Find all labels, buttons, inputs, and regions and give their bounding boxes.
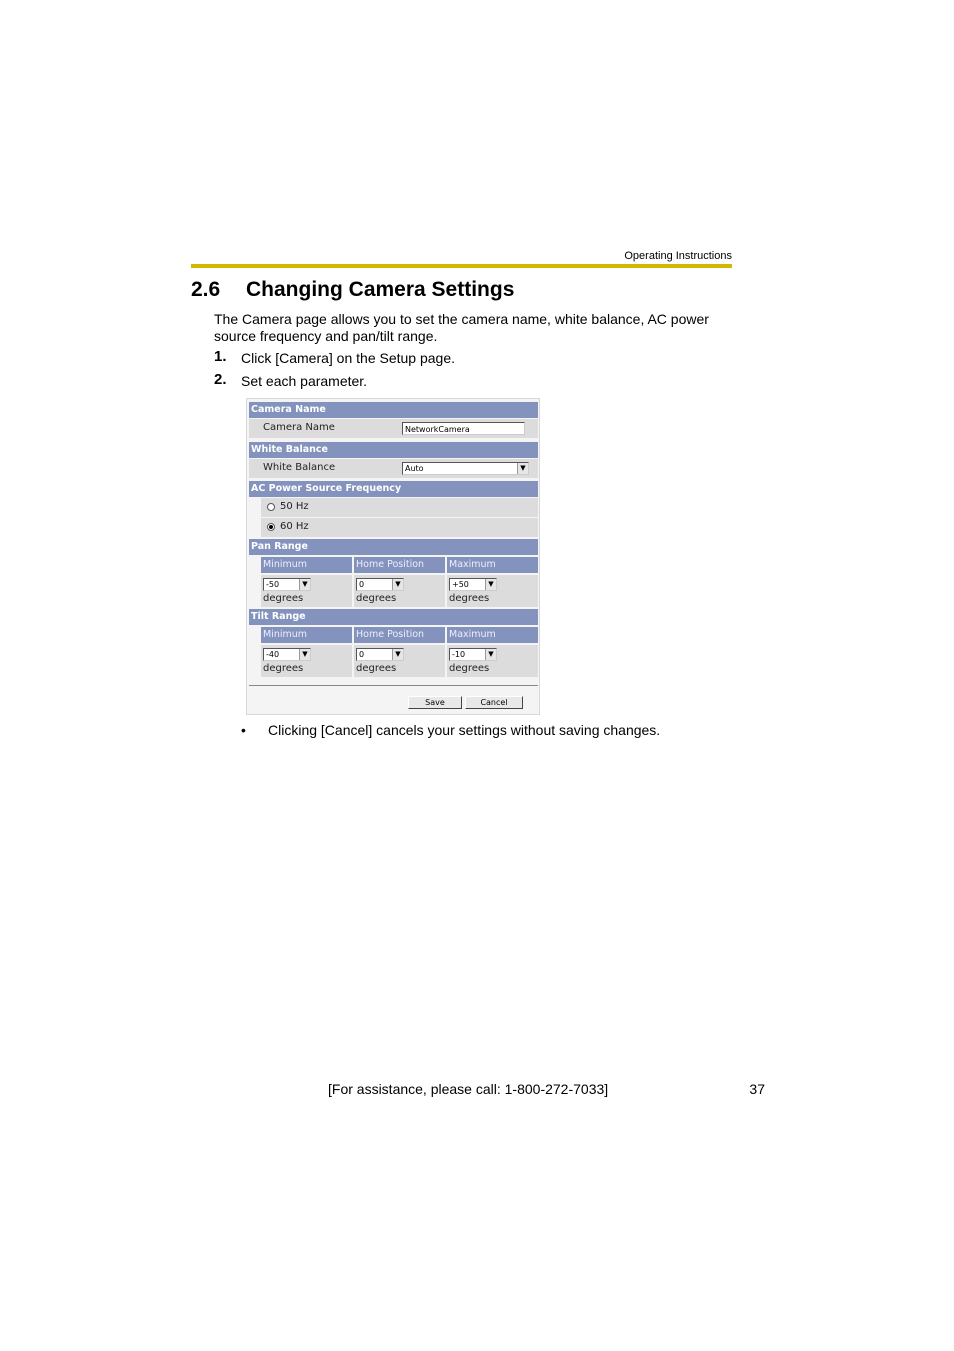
page-number: 37 [749, 1081, 765, 1097]
save-button[interactable]: Save [408, 696, 462, 709]
tilt-home-select[interactable] [356, 648, 404, 661]
tilt-home-unit: degrees [356, 663, 397, 674]
pan-col-minimum: Minimum [261, 557, 352, 573]
tilt-minimum-cell [261, 645, 352, 677]
step-number: 2. [214, 371, 227, 388]
pan-home-cell [354, 575, 445, 607]
assistance-text: [For assistance, please call: 1-800-272-7033] [328, 1081, 609, 1097]
tilt-col-minimum: Minimum [261, 627, 352, 643]
tilt-home-value: 0 [359, 650, 365, 659]
tilt-maximum-value: -10 [452, 650, 466, 659]
cancel-button[interactable]: Cancel [465, 696, 523, 709]
tilt-home-cell [354, 645, 445, 677]
ac-power-option-60 [261, 518, 538, 537]
pan-col-maximum: Maximum [447, 557, 538, 573]
white-balance-value: Auto [405, 464, 424, 473]
tilt-minimum-value: -40 [266, 650, 280, 659]
camera-name-input[interactable]: NetworkCamera [402, 422, 525, 435]
tilt-maximum-cell [447, 645, 538, 677]
camera-settings-panel [246, 398, 540, 715]
pan-home-value: 0 [359, 580, 365, 589]
pan-minimum-cell [261, 575, 352, 607]
tilt-minimum-unit: degrees [263, 663, 304, 674]
bullet-icon: • [241, 722, 246, 738]
radio-50hz-label: 50 Hz [280, 501, 309, 512]
pan-minimum-select[interactable] [263, 578, 311, 591]
tilt-maximum-unit: degrees [449, 663, 490, 674]
tilt-range-header: Tilt Range [249, 609, 538, 625]
step-text: Set each parameter. [241, 373, 368, 389]
radio-60hz-label: 60 Hz [280, 521, 309, 532]
pan-maximum-value: +50 [452, 580, 469, 589]
section-number: 2.6 [191, 278, 221, 301]
tilt-col-maximum: Maximum [447, 627, 538, 643]
button-divider [249, 685, 538, 686]
white-balance-label: White Balance [263, 462, 336, 473]
chevron-down-icon: ▼ [485, 579, 496, 590]
pan-col-home: Home Position [354, 557, 445, 573]
chevron-down-icon: ▼ [392, 579, 403, 590]
header-rule [191, 264, 732, 268]
step-number: 1. [214, 348, 227, 365]
ac-power-option-50 [261, 498, 538, 517]
pan-minimum-unit: degrees [263, 593, 304, 604]
tilt-minimum-select[interactable] [263, 648, 311, 661]
pan-home-select[interactable] [356, 578, 404, 591]
intro-paragraph: The Camera page allows you to set the camera name, white balance, AC power source frequency and pan/tilt range. [214, 311, 709, 344]
chevron-down-icon: ▼ [299, 579, 310, 590]
camera-name-row [249, 419, 538, 438]
section-title-text: Changing Camera Settings [246, 278, 515, 301]
radio-60hz[interactable] [267, 523, 275, 531]
section-title [191, 278, 514, 302]
pan-maximum-cell [447, 575, 538, 607]
camera-name-header: Camera Name [249, 402, 538, 418]
ac-power-header: AC Power Source Frequency [249, 481, 538, 497]
white-balance-select[interactable] [402, 462, 529, 475]
white-balance-header: White Balance [249, 442, 538, 458]
pan-maximum-select[interactable] [449, 578, 497, 591]
radio-50hz[interactable] [267, 503, 275, 511]
camera-name-label: Camera Name [263, 422, 335, 433]
white-balance-row [249, 459, 538, 478]
bullet-text: Clicking [Cancel] cancels your settings without saving changes. [268, 722, 661, 738]
pan-maximum-unit: degrees [449, 593, 490, 604]
pan-home-unit: degrees [356, 593, 397, 604]
chevron-down-icon: ▼ [517, 463, 528, 474]
pan-minimum-value: -50 [266, 580, 280, 589]
chevron-down-icon: ▼ [299, 649, 310, 660]
chevron-down-icon: ▼ [485, 649, 496, 660]
chevron-down-icon: ▼ [392, 649, 403, 660]
tilt-col-home: Home Position [354, 627, 445, 643]
pan-range-header: Pan Range [249, 539, 538, 555]
step-text: Click [Camera] on the Setup page. [241, 350, 456, 366]
tilt-maximum-select[interactable] [449, 648, 497, 661]
running-head: Operating Instructions [624, 250, 732, 262]
bullet-note [241, 722, 660, 738]
